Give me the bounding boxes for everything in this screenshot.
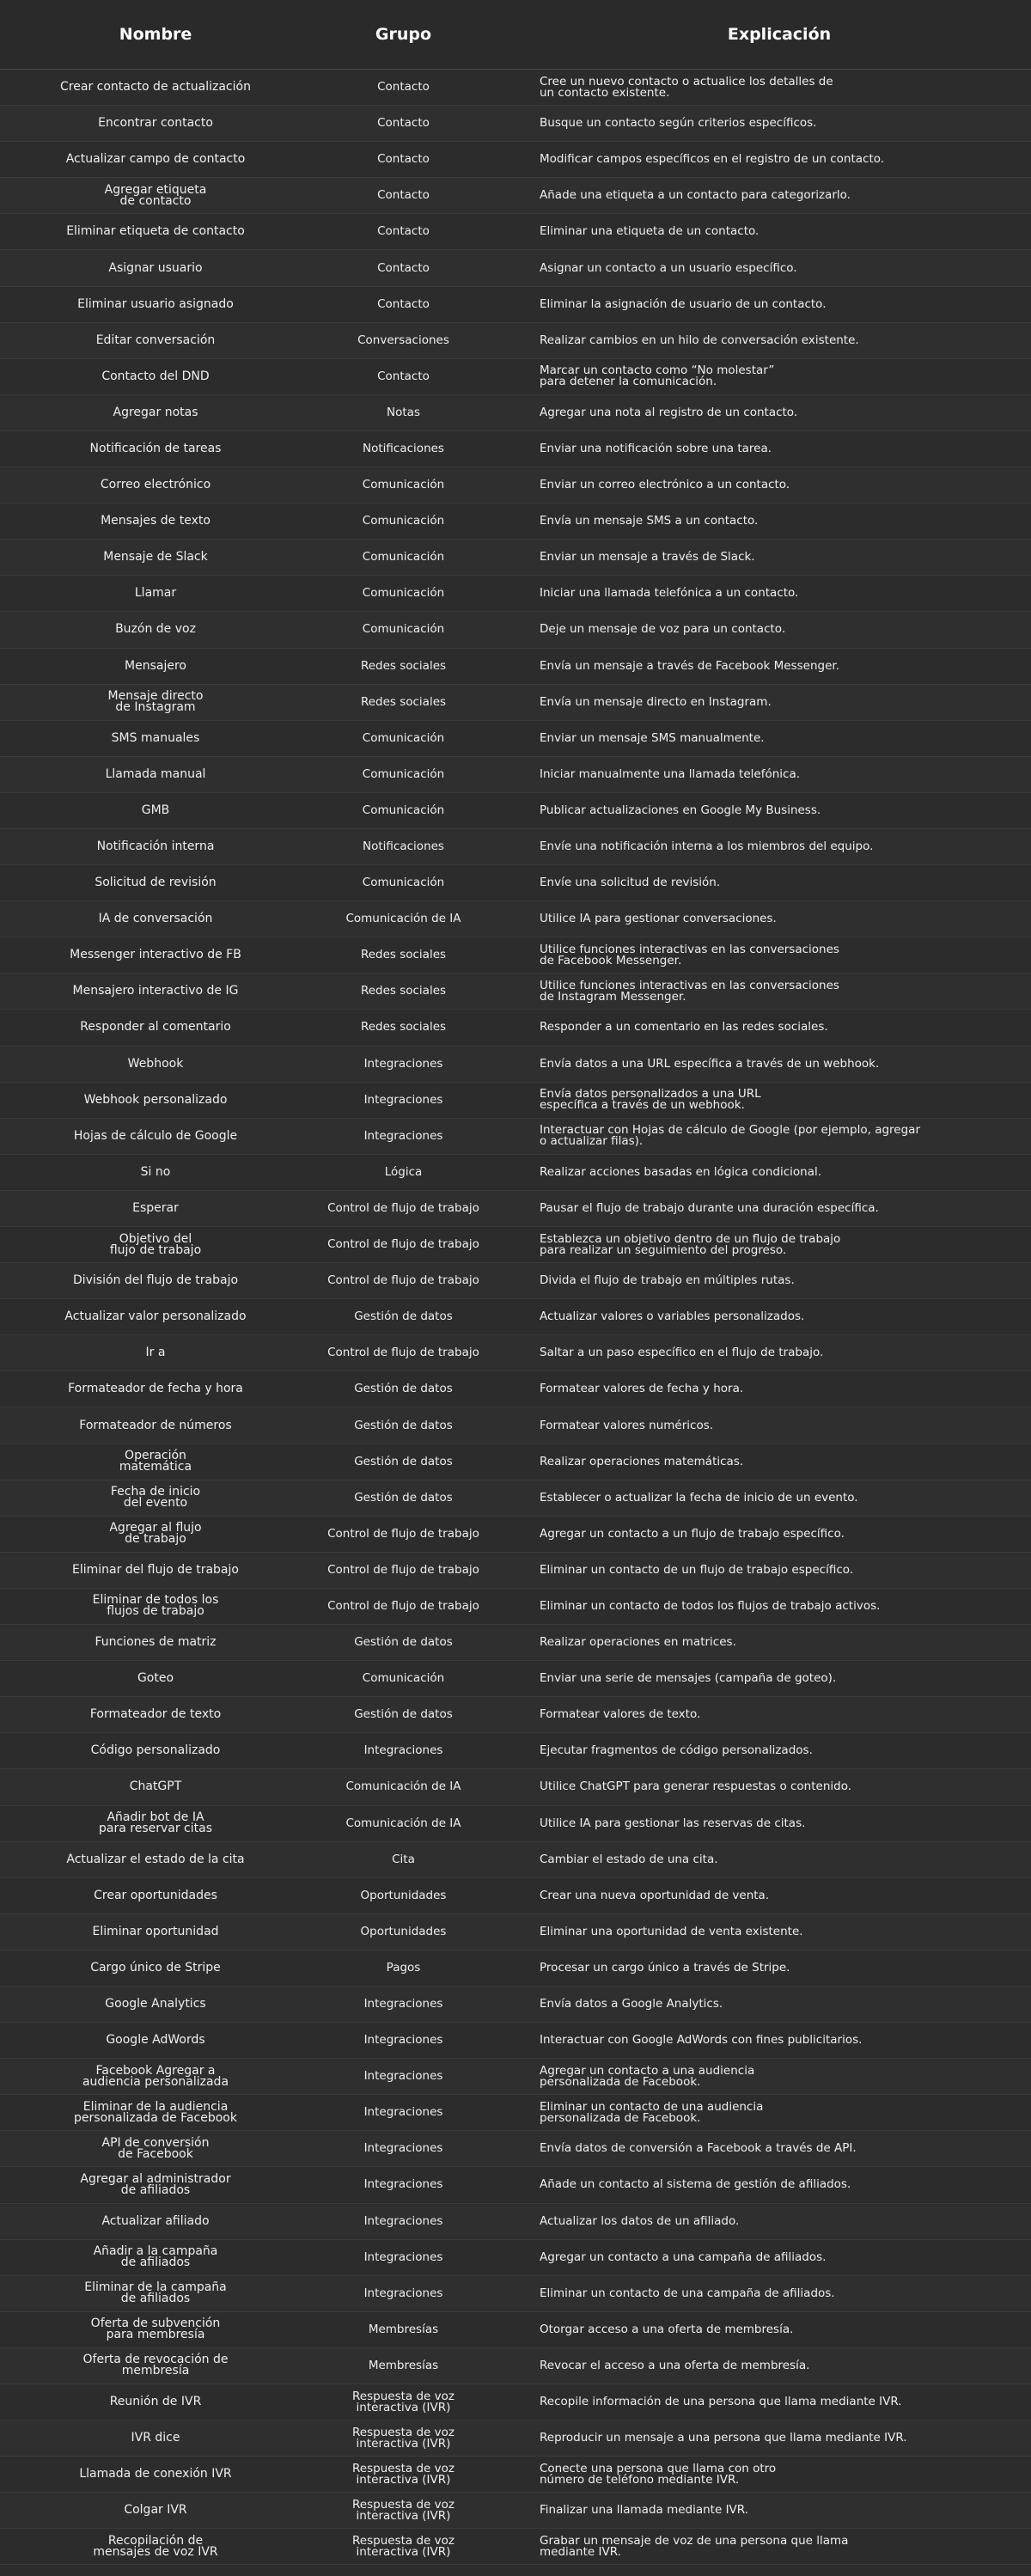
cell-group: Respuesta de voz interactiva (IVR) [352,2461,454,2487]
cell-explanation: Reproducir un mensaje a una persona que llama mediante IVR. [540,2431,907,2445]
cell-explanation: Eliminar un contacto de una campaña de afiliados. [540,2286,835,2300]
cell-group: Control de flujo de trabajo [327,1526,479,1541]
table-row [0,2457,1031,2493]
table-row [0,2167,1031,2203]
cell-name: Encontrar contacto [98,116,213,131]
table-row [0,1010,1031,1046]
table-row [0,612,1031,648]
cell-name: Facebook Agregar a audiencia personalizada [82,2063,229,2089]
cell-explanation: Envía un mensaje SMS a un contacto. [540,514,759,528]
cell-name: Mensajero interactivo de IG [72,984,239,998]
cell-name: IVR dice [131,2431,180,2445]
cell-explanation: Formatear valores de texto. [540,1707,701,1722]
cell-explanation: Modificar campos específicos en el registro de un contacto. [540,152,885,167]
table-row [0,2059,1031,2095]
cell-explanation: Formatear valores de fecha y hora. [540,1382,744,1396]
cell-explanation: Envía datos a una URL específica a través de un webhook. [540,1056,880,1071]
table-row [0,1806,1031,1842]
cell-name: Formateador de fecha y hora [68,1382,243,1396]
cell-name: Formateador de números [79,1418,232,1432]
cell-group: Control de flujo de trabajo [327,1237,479,1252]
cell-group: Redes sociales [360,984,447,998]
cell-explanation: Eliminar una oportunidad de venta existente. [540,1924,803,1938]
cell-explanation: Utilice IA para gestionar conversaciones. [540,912,777,926]
cell-explanation: Pausar el flujo de trabajo durante una duración específica. [540,1200,879,1215]
header-name: Nombre [119,25,192,44]
table-row [0,250,1031,286]
table-row [0,793,1031,829]
table-row [0,829,1031,865]
cell-explanation: Agregar un contacto a una audiencia personalizada de Facebook. [540,2063,755,2089]
cell-group: Pagos [386,1960,421,1975]
cell-group: Notificaciones [363,441,444,455]
table-row [0,1589,1031,1625]
cell-group: Gestión de datos [354,1707,453,1722]
cell-group: Comunicación [362,876,445,890]
table-row [0,974,1031,1010]
cell-explanation: Envíe una solicitud de revisión. [540,876,721,890]
cell-group: Comunicación [362,730,445,745]
table-row [0,1878,1031,1914]
cell-group: Integraciones [363,2286,443,2300]
cell-explanation: Cree un nuevo contacto o actualice los detalles de un contacto existente. [540,74,833,100]
cell-group: Contacto [377,224,430,239]
table-row [0,1119,1031,1155]
cell-group: Contacto [377,152,430,167]
cell-group: Comunicación [362,478,445,492]
cell-group: Comunicación [362,766,445,781]
cell-group: Contacto [377,188,430,203]
cell-explanation: Saltar a un paso específico en el flujo de trabajo. [540,1346,824,1360]
table-row [0,178,1031,214]
cell-group: Integraciones [363,2249,443,2264]
cell-explanation: Realizar operaciones en matrices. [540,1635,736,1650]
cell-group: Lógica [384,1164,423,1179]
cell-explanation: Utilice IA para gestionar las reservas de citas. [540,1816,806,1830]
cell-name: Código personalizado [90,1743,221,1758]
cell-name: Webhook personalizado [83,1092,228,1107]
cell-explanation: Eliminar un contacto de un flujo de trabajo específico. [540,1562,854,1577]
table-row [0,1733,1031,1769]
cell-name: Formateador de texto [89,1707,222,1722]
table-row [0,431,1031,467]
table-row [0,1842,1031,1878]
cell-explanation: Revocar el acceso a una oferta de membresía. [540,2358,810,2372]
table-row [0,901,1031,937]
cell-name: Si no [140,1164,171,1179]
cell-name: Actualizar el estado de la cita [66,1852,245,1866]
cell-name: Eliminar de la audiencia personalizada de Facebook [74,2099,237,2125]
table-row [0,1769,1031,1805]
cell-explanation: Ejecutar fragmentos de código personalizados. [540,1743,813,1758]
cell-explanation: Asignar un contacto a un usuario específico. [540,260,797,275]
table-row [0,395,1031,431]
cell-name: Objetivo del flujo de trabajo [109,1231,202,1257]
table-row [0,865,1031,901]
table-row [0,1444,1031,1480]
cell-explanation: Otorgar acceso a una oferta de membresía. [540,2322,794,2336]
cell-explanation: Iniciar una llamada telefónica a un contacto. [540,586,799,601]
cell-group: Redes sociales [360,694,447,709]
table-row [0,1697,1031,1733]
table-row [0,1517,1031,1553]
table-row [0,2384,1031,2420]
cell-group: Comunicación de IA [345,1779,461,1794]
table-row [0,2529,1031,2565]
table-row [0,2276,1031,2312]
cell-explanation: Envíe una notificación interna a los miembros del equipo. [540,839,874,854]
cell-group: Respuesta de voz interactiva (IVR) [352,2497,454,2523]
cell-explanation: Agregar un contacto a un flujo de trabajo específico. [540,1526,845,1541]
table-row [0,1553,1031,1589]
cell-name: Ir a [145,1346,166,1360]
cell-name: Funciones de matriz [95,1635,217,1650]
cell-explanation: Procesar un cargo único a través de Stripe. [540,1960,790,1975]
cell-name: API de conversión de Facebook [101,2135,210,2161]
cell-name: Correo electrónico [100,478,211,492]
cell-explanation: Deje un mensaje de voz para un contacto. [540,622,786,637]
table-header [0,0,1031,70]
cell-explanation: Envía datos personalizados a una URL específica a través de un webhook. [540,1087,761,1113]
cell-name: Mensajes de texto [101,514,210,528]
cell-name: Operación matemática [119,1449,192,1474]
cell-group: Integraciones [363,1128,443,1143]
table-row [0,142,1031,178]
cell-explanation: Interactuar con Google AdWords con fines publicitarios. [540,2033,863,2048]
table-row [0,1191,1031,1227]
cell-name: Mensaje directo de Instagram [107,689,204,715]
cell-name: Eliminar etiqueta de contacto [66,224,245,239]
cell-group: Control de flujo de trabajo [327,1346,479,1360]
cell-group: Integraciones [363,1056,443,1071]
cell-group: Oportunidades [360,1924,447,1938]
cell-group: Oportunidades [360,1888,447,1902]
cell-explanation: Realizar operaciones matemáticas. [540,1454,744,1468]
cell-group: Contacto [377,369,430,383]
cell-name: Agregar etiqueta de contacto [104,182,207,208]
cell-name: Reunión de IVR [109,2395,202,2409]
cell-group: Gestión de datos [354,1418,453,1432]
cell-name: Buzón de voz [115,622,196,637]
cell-group: Comunicación [362,803,445,817]
cell-name: IA de conversación [98,912,213,926]
cell-explanation: Busque un contacto según criterios específicos. [540,116,817,131]
table-row [0,721,1031,757]
cell-group: Gestión de datos [354,1635,453,1650]
table-row [0,685,1031,721]
cell-explanation: Eliminar una etiqueta de un contacto. [540,224,760,239]
cell-explanation: Publicar actualizaciones en Google My Business. [540,803,821,817]
cell-name: Esperar [132,1200,179,1215]
cell-name: Messenger interactivo de FB [70,948,241,962]
cell-group: Contacto [377,116,430,131]
cell-explanation: Finalizar una llamada mediante IVR. [540,2503,748,2518]
table-row [0,106,1031,142]
cell-group: Integraciones [363,2141,443,2156]
cell-name: Crear contacto de actualización [60,80,251,95]
table-row [0,2312,1031,2348]
cell-group: Membresías [368,2322,439,2336]
table-row [0,1335,1031,1371]
cell-name: Eliminar oportunidad [92,1924,219,1938]
table-row [0,359,1031,395]
cell-explanation: Crear una nueva oportunidad de venta. [540,1888,770,1902]
table-row [0,2240,1031,2276]
cell-name: Hojas de cálculo de Google [73,1128,238,1143]
table-row [0,649,1031,685]
cell-group: Gestión de datos [354,1490,453,1505]
cell-name: Notificación interna [96,839,215,854]
cell-name: Colgar IVR [124,2503,187,2518]
cell-group: Respuesta de voz interactiva (IVR) [352,2389,454,2414]
cell-name: ChatGPT [129,1779,182,1794]
cell-name: Agregar al flujo de trabajo [109,1521,202,1547]
table-row [0,1227,1031,1263]
cell-explanation: Añade una etiqueta a un contacto para categorizarlo. [540,188,851,203]
table-row [0,70,1031,106]
cell-name: Notificación de tareas [89,441,222,455]
table-row [0,1047,1031,1083]
table-row [0,287,1031,323]
header-explanation: Explicación [727,25,832,44]
table-row [0,1914,1031,1950]
cell-name: Eliminar de todos los flujos de trabajo [92,1593,219,1619]
cell-explanation: Envía datos de conversión a Facebook a través de API. [540,2141,857,2156]
cell-group: Contacto [377,296,430,311]
cell-explanation: Grabar un mensaje de voz de una persona que llama mediante IVR. [540,2533,849,2559]
table-row [0,757,1031,793]
cell-explanation: Realizar acciones basadas en lógica condicional. [540,1164,822,1179]
table-row [0,323,1031,359]
cell-group: Integraciones [363,2105,443,2120]
table-row [0,214,1031,250]
cell-group: Respuesta de voz interactiva (IVR) [352,2533,454,2559]
table-row [0,1480,1031,1517]
cell-group: Integraciones [363,1997,443,2011]
table-row [0,1083,1031,1119]
cell-explanation: Conecte una persona que llama con otro número de teléfono mediante IVR. [540,2461,777,2487]
cell-group: Notas [387,405,420,419]
cell-explanation: Interactuar con Hojas de cálculo de Google (por ejemplo, agregar o actualizar filas). [540,1123,920,1149]
cell-name: Eliminar usuario asignado [77,296,234,311]
cell-group: Gestión de datos [354,1309,453,1324]
cell-name: Actualizar valor personalizado [64,1309,247,1324]
cell-explanation: Envía datos a Google Analytics. [540,1997,723,2011]
cell-explanation: Recopile información de una persona que llama mediante IVR. [540,2395,902,2409]
cell-group: Comunicación de IA [345,912,461,926]
cell-explanation: Agregar una nota al registro de un contacto. [540,405,798,419]
cell-name: Actualizar campo de contacto [65,152,246,167]
cell-explanation: Realizar cambios en un hilo de conversación existente. [540,333,859,347]
table-row [0,1407,1031,1444]
cell-name: Oferta de subvención para membresía [90,2317,221,2342]
cell-group: Gestión de datos [354,1454,453,1468]
table-row [0,2420,1031,2457]
cell-explanation: Eliminar un contacto de todos los flujos de trabajo activos. [540,1598,881,1613]
cell-name: Eliminar del flujo de trabajo [72,1562,239,1577]
cell-group: Comunicación de IA [345,1816,461,1830]
cell-group: Integraciones [363,2177,443,2192]
cell-explanation: Responder a un comentario en las redes sociales. [540,1020,828,1035]
cell-group: Redes sociales [360,1020,447,1035]
cell-explanation: Eliminar un contacto de una audiencia personalizada de Facebook. [540,2099,764,2125]
cell-explanation: Eliminar la asignación de usuario de un contacto. [540,296,827,311]
cell-explanation: Agregar un contacto a una campaña de afiliados. [540,2249,827,2264]
cell-explanation: Marcar un contacto como “No molestar” para detener la comunicación. [540,363,775,389]
table-row [0,1299,1031,1335]
cell-name: Fecha de inicio del evento [110,1485,201,1511]
cell-explanation: Formatear valores numéricos. [540,1418,714,1432]
table-row [0,1263,1031,1299]
cell-group: Gestión de datos [354,1382,453,1396]
table-row [0,1661,1031,1697]
cell-group: Membresías [368,2358,439,2372]
cell-group: Comunicación [362,550,445,565]
cell-name: Responder al comentario [80,1020,231,1035]
cell-name: Llamar [134,586,177,601]
cell-explanation: Establecer o actualizar la fecha de inicio de un evento. [540,1490,858,1505]
table-row [0,1155,1031,1191]
cell-group: Control de flujo de trabajo [327,1598,479,1613]
cell-name: Llamada manual [105,766,206,781]
cell-explanation: Actualizar los datos de un afiliado. [540,2213,740,2228]
table-row [0,576,1031,612]
cell-name: Goteo [137,1671,174,1686]
cell-group: Integraciones [363,2069,443,2084]
cell-name: Añadir a la campaña de afiliados [93,2244,218,2270]
cell-name: Agregar notas [113,405,198,419]
cell-group: Redes sociales [360,658,447,673]
cell-explanation: Divida el flujo de trabajo en múltiples rutas. [540,1273,795,1288]
cell-explanation: Iniciar manualmente una llamada telefónica. [540,766,801,781]
cell-name: Editar conversación [95,333,216,347]
cell-explanation: Enviar una serie de mensajes (campaña de goteo). [540,1671,837,1686]
cell-name: Cargo único de Stripe [90,1960,221,1975]
cell-name: Actualizar afiliado [101,2213,210,2228]
cell-explanation: Utilice funciones interactivas en las conversaciones de Instagram Messenger. [540,978,839,1004]
cell-group: Respuesta de voz interactiva (IVR) [352,2425,454,2451]
cell-group: Integraciones [363,2033,443,2048]
cell-name: Asignar usuario [108,260,203,275]
cell-group: Contacto [377,80,430,95]
cell-explanation: Envía un mensaje a través de Facebook Messenger. [540,658,840,673]
cell-group: Cita [392,1852,415,1866]
cell-explanation: Enviar un correo electrónico a un contacto. [540,478,790,492]
cell-group: Comunicación [362,586,445,601]
table-row [0,1371,1031,1407]
cell-name: Añadir bot de IA para reservar citas [99,1810,212,1836]
cell-name: Crear oportunidades [94,1888,217,1902]
table-row [0,467,1031,504]
table-row [0,2204,1031,2240]
cell-group: Integraciones [363,1743,443,1758]
cell-explanation: Cambiar el estado de una cita. [540,1852,718,1866]
cell-group: Control de flujo de trabajo [327,1273,479,1288]
cell-explanation: Enviar un mensaje a través de Slack. [540,550,755,565]
cell-name: GMB [141,803,170,817]
table-row [0,2131,1031,2167]
cell-name: Agregar al administrador de afiliados [80,2171,231,2197]
table-row [0,1950,1031,1987]
table-body [0,70,1031,2565]
cell-name: Contacto del DND [101,369,210,383]
cell-name: SMS manuales [111,730,200,745]
cell-explanation: Enviar un mensaje SMS manualmente. [540,730,765,745]
cell-name: Google Analytics [105,1997,206,2011]
table-row [0,2493,1031,2529]
cell-group: Control de flujo de trabajo [327,1562,479,1577]
cell-group: Notificaciones [363,839,444,854]
cell-group: Contacto [377,260,430,275]
cell-name: Mensajero [125,658,186,673]
cell-name: Mensaje de Slack [103,550,208,565]
cell-group: Conversaciones [357,333,449,347]
cell-name: Oferta de revocación de membresía [82,2353,229,2378]
cell-group: Redes sociales [360,948,447,962]
cell-name: Eliminar de la campaña de afiliados [84,2280,227,2306]
cell-explanation: Enviar una notificación sobre una tarea. [540,441,772,455]
cell-group: Integraciones [363,2213,443,2228]
cell-explanation: Utilice funciones interactivas en las conversaciones de Facebook Messenger. [540,942,839,968]
table-row [0,2348,1031,2384]
cell-explanation: Actualizar valores o variables personalizados. [540,1309,805,1324]
header-group: Grupo [375,25,432,44]
cell-group: Control de flujo de trabajo [327,1200,479,1215]
table-row [0,2095,1031,2131]
table-row [0,1625,1031,1661]
cell-name: Webhook [127,1056,184,1071]
cell-explanation: Utilice ChatGPT para generar respuestas o contenido. [540,1779,852,1794]
cell-group: Comunicación [362,1671,445,1686]
cell-name: Solicitud de revisión [95,876,217,890]
cell-explanation: Establezca un objetivo dentro de un flujo de trabajo para realizar un seguimiento del progreso. [540,1231,841,1257]
table-row [0,2023,1031,2059]
cell-explanation: Envía un mensaje directo en Instagram. [540,694,772,709]
cell-group: Comunicación [362,514,445,528]
cell-explanation: Añade un contacto al sistema de gestión de afiliados. [540,2177,851,2192]
cell-name: Llamada de conexión IVR [79,2467,232,2481]
cell-name: Google AdWords [106,2033,205,2048]
table-row [0,1987,1031,2023]
cell-name: Recopilación de mensajes de voz IVR [93,2533,218,2559]
table-row [0,540,1031,576]
cell-name: División del flujo de trabajo [72,1273,239,1288]
cell-group: Comunicación [362,622,445,637]
cell-group: Integraciones [363,1092,443,1107]
table-row [0,937,1031,974]
table-row [0,504,1031,540]
